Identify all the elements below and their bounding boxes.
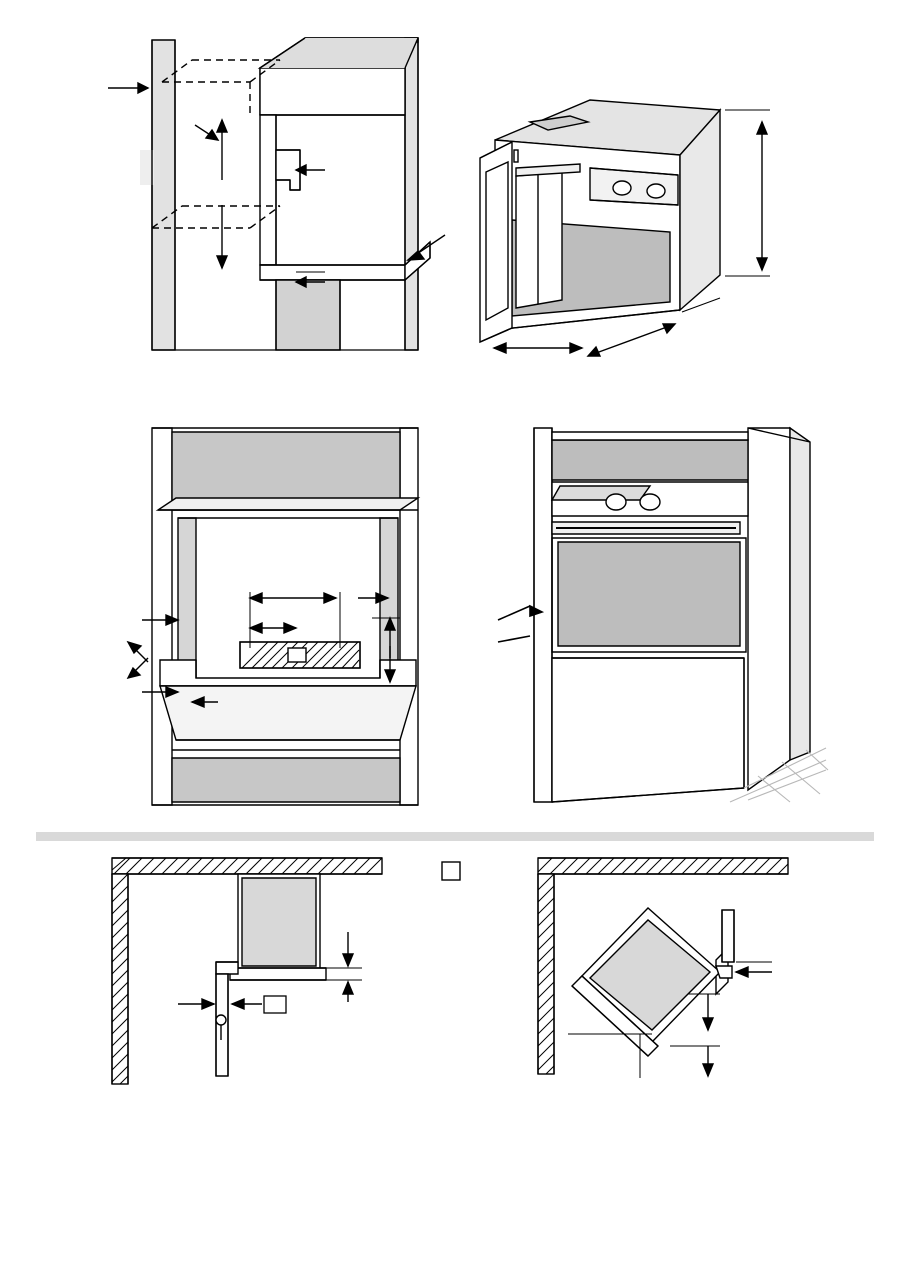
figure-cabinet-niche-front-dimensions bbox=[100, 410, 460, 820]
figure-oven-perspective-dimensions bbox=[470, 80, 800, 370]
figure-corner-installation-plan-diagonal bbox=[520, 850, 880, 1090]
figure-corner-installation-plan-straight bbox=[90, 850, 490, 1090]
legend-square-symbol bbox=[438, 858, 468, 888]
section-divider-bar bbox=[36, 832, 874, 841]
figure-oven-installed-front-view bbox=[490, 410, 830, 820]
figure-cabinet-cutout-side-section bbox=[100, 20, 460, 370]
